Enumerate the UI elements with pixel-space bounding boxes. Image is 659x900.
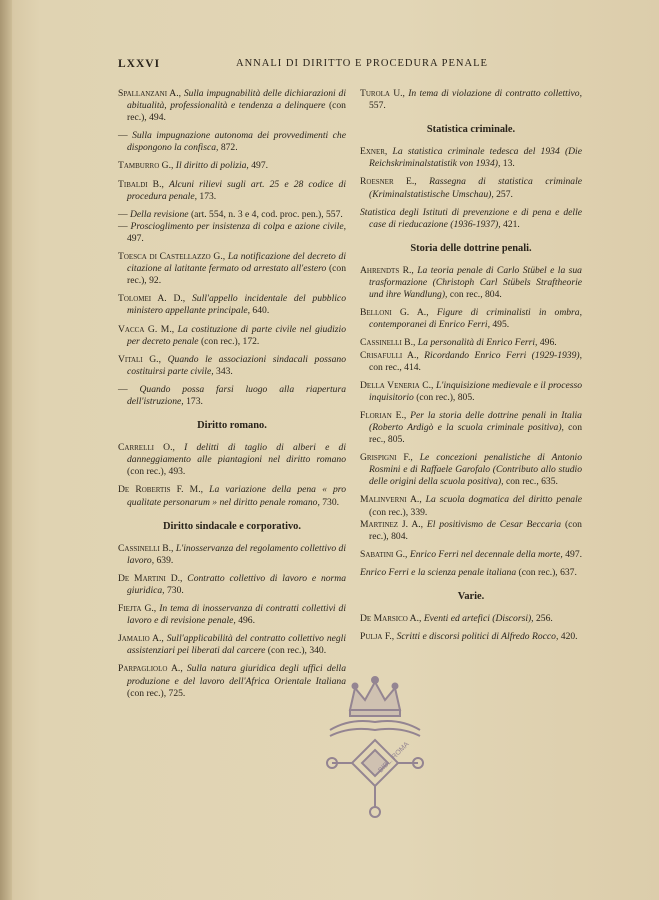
entry-title: Per la storia delle dottrine penali in Italia (Roberto Ardigò e la scuola criminale positiva), bbox=[369, 409, 582, 433]
entry-reference: 421. bbox=[503, 218, 520, 230]
entry-title: La statistica criminale tedesca del 1934 (Die Reichskriminalstatistik von 1934), bbox=[369, 146, 582, 170]
entry-dash: — bbox=[118, 383, 128, 395]
entry-reference: 496. bbox=[539, 337, 557, 349]
entry-title: La notificazione del decreto di citazione al latitante fermato od arrestato all'estero bbox=[127, 251, 346, 275]
index-subentry bbox=[118, 130, 346, 154]
index-entry bbox=[360, 307, 582, 331]
index-subentry bbox=[118, 209, 346, 221]
index-entry bbox=[118, 573, 346, 597]
entry-author: Crisafulli A., bbox=[360, 349, 419, 361]
entry-reference: 343. bbox=[216, 365, 233, 377]
index-entry bbox=[360, 146, 582, 170]
entry-reference: 639. bbox=[156, 554, 174, 566]
entry-reference: (art. 554, n. 3 e 4, cod. proc. pen.), 557. bbox=[190, 208, 343, 220]
entry-reference: 557. bbox=[369, 100, 386, 112]
entry-author: Malinverni A., bbox=[360, 494, 422, 506]
entry-title: Proscioglimento per insistenza di colpa e azione civile, bbox=[130, 220, 346, 232]
index-entry bbox=[118, 543, 346, 567]
entry-reference: 495. bbox=[492, 319, 510, 331]
index-entry bbox=[360, 613, 582, 625]
entry-reference: (con rec.), 637. bbox=[518, 566, 577, 578]
right-column bbox=[360, 88, 582, 649]
entry-reference: (con rec.), 339. bbox=[369, 506, 428, 518]
entry-reference: 497. bbox=[127, 232, 144, 244]
entry-author: Florian E., bbox=[360, 409, 407, 421]
entry-title: Sull'appello incidentale del pubblico ministero appellante principale, bbox=[127, 293, 346, 317]
entry-author: Parpagliolo A., bbox=[118, 663, 183, 675]
entry-title: L'inosservanza del regolamento collettivo di lavoro, bbox=[127, 542, 346, 566]
index-entry bbox=[360, 265, 582, 301]
entry-title: I delitti di taglio di alberi e di danneggiamento alle piantagioni nel diritto romano bbox=[127, 442, 346, 466]
page-number: LXXVI bbox=[118, 58, 161, 70]
index-entry bbox=[360, 350, 582, 374]
index-entry bbox=[360, 567, 582, 579]
entry-author: Sabatini G., bbox=[360, 548, 408, 560]
entry-author: Martinez J. A., bbox=[360, 518, 424, 530]
entry-reference: 496. bbox=[238, 615, 255, 627]
entry-author: Toesca di Castellazzo G., bbox=[118, 251, 226, 263]
entry-author: Cassinelli B., bbox=[118, 542, 174, 554]
entry-author: Spallanzani A., bbox=[118, 88, 182, 99]
entry-title: Quando possa farsi luogo alla riapertura dell'istruzione, bbox=[127, 383, 346, 407]
entry-title: In tema di inosservanza di contratti collettivi di lavoro e di revisione penale, bbox=[127, 603, 346, 627]
running-title: ANNALI DI DIRITTO E PROCEDURA PENALE bbox=[236, 58, 488, 69]
index-entry bbox=[360, 410, 582, 446]
index-entry bbox=[118, 603, 346, 627]
entry-reference: (con rec.), 493. bbox=[127, 466, 186, 478]
entry-dash: — bbox=[118, 130, 128, 142]
entry-title: Della revisione bbox=[130, 208, 189, 220]
entry-reference: 730. bbox=[166, 585, 184, 596]
entry-title: La teoria penale di Carlo Stübel e la sua trasformazione (Christoph Carl Stübels Straftheorie und ihre Wandlung), bbox=[369, 264, 582, 301]
entry-reference: (con rec.), 804. bbox=[369, 518, 582, 542]
entry-title: L'inquisizione medievale e il processo inquisitorio bbox=[369, 379, 582, 403]
entry-title: Figure di criminalisti in ombra, contemporanei di Enrico Ferri, bbox=[369, 307, 582, 331]
index-entry bbox=[360, 380, 582, 404]
entry-reference: con rec., 635. bbox=[505, 476, 558, 488]
entry-author: Tolomei A. D., bbox=[118, 293, 186, 305]
section-heading: Diritto sindacale e corporativo. bbox=[163, 520, 301, 532]
entry-title: Quando le associazioni sindacali possano costituirsi parte civile, bbox=[127, 353, 346, 377]
entry-reference: 173. bbox=[186, 395, 203, 407]
entry-author: Fiejta G., bbox=[118, 603, 157, 615]
entry-author: De Martini D., bbox=[118, 572, 183, 584]
entry-reference: (con rec.), 340. bbox=[267, 645, 327, 657]
entry-reference: 872. bbox=[220, 142, 238, 154]
left-column bbox=[118, 88, 346, 706]
index-entry bbox=[360, 176, 582, 200]
entry-title: Sulla impugnazione autonoma dei provvedimenti che dispongono la confisca, bbox=[127, 130, 346, 154]
entry-title: Statistica degli Istituti di prevenzione e di pena e delle case di rieducazione (1936-1937), bbox=[360, 206, 582, 230]
entry-dash: — bbox=[118, 220, 128, 232]
index-subentry bbox=[118, 221, 346, 245]
index-entry bbox=[360, 337, 582, 349]
entry-author: Cassinelli B., bbox=[360, 337, 416, 349]
entry-reference: con rec., 805. bbox=[369, 421, 582, 446]
library-stamp-icon bbox=[320, 670, 430, 820]
entry-author: Turola U., bbox=[360, 88, 405, 99]
entry-author: Jamalio A., bbox=[118, 633, 164, 645]
index-entry bbox=[118, 179, 346, 203]
index-entry bbox=[360, 88, 582, 112]
entry-title: Rassegna di statistica criminale (Kriminalstatistische Umschau), bbox=[369, 176, 582, 200]
index-entry bbox=[360, 549, 582, 561]
stamp-text: BIBL. ROMA bbox=[377, 740, 411, 775]
entry-title: Eventi ed artefici (Discorsi), bbox=[423, 613, 534, 625]
entry-reference: (con rec.), 92. bbox=[127, 263, 346, 287]
entry-reference: (con rec.), 805. bbox=[416, 391, 475, 403]
entry-author: Vitali G., bbox=[118, 353, 161, 365]
entry-title: Alcuni rilievi sugli art. 25 e 28 codice di procedura penale, bbox=[127, 178, 346, 202]
entry-author: Roesner E., bbox=[360, 176, 417, 188]
entry-reference: (con rec.), 172. bbox=[200, 335, 260, 347]
entry-author: Vacca G. M., bbox=[118, 323, 175, 335]
index-entry bbox=[118, 663, 346, 699]
entry-reference: 420. bbox=[560, 631, 578, 643]
entry-title: Sulla natura giuridica degli uffici della produzione e del lavoro dell'Africa Orientale Italiana bbox=[127, 663, 347, 687]
entry-author: Ahrendts R., bbox=[360, 264, 414, 276]
entry-author: Pulja F., bbox=[360, 631, 395, 643]
entry-reference: con rec., 804. bbox=[449, 289, 502, 301]
entry-reference: (con rec.), 725. bbox=[127, 687, 186, 699]
entry-title: Il diritto di polizia, bbox=[175, 160, 249, 172]
entry-dash: — bbox=[118, 208, 128, 220]
section-heading: Storia delle dottrine penali. bbox=[410, 242, 532, 254]
entry-reference: 640. bbox=[252, 305, 270, 317]
entry-author: Grispigni F., bbox=[360, 452, 413, 464]
index-entry bbox=[118, 324, 346, 348]
index-entry bbox=[118, 633, 346, 657]
entry-author: Della Veneria C., bbox=[360, 379, 434, 391]
entry-reference: (con rec.), 494. bbox=[127, 100, 346, 124]
entry-title: La variazione della pena « pro qualitate personarum » nel diritto penale romano, bbox=[127, 484, 346, 508]
index-subentry bbox=[118, 384, 346, 408]
entry-title: Enrico Ferri nel decennale della morte, bbox=[409, 548, 563, 560]
entry-title: Sulla impugnabilità delle dichiarazioni di abitualità, professionalità e tendenza a delinquere bbox=[127, 88, 346, 112]
entry-author: Belloni G. A., bbox=[360, 307, 429, 319]
entry-reference: 13. bbox=[502, 158, 515, 170]
book-spine-shadow bbox=[0, 0, 12, 900]
index-entry bbox=[360, 519, 582, 543]
entry-title: Scritti e discorsi politici di Alfredo Rocco, bbox=[396, 631, 559, 643]
section-heading: Diritto romano. bbox=[197, 420, 267, 432]
index-entry bbox=[360, 452, 582, 488]
entry-reference: 257. bbox=[496, 188, 513, 200]
entry-reference: 730. bbox=[322, 496, 340, 508]
entry-author: Tamburro G., bbox=[118, 160, 174, 172]
index-entry bbox=[118, 354, 346, 378]
entry-reference: 173. bbox=[199, 190, 217, 202]
entry-reference: 497. bbox=[565, 548, 583, 560]
entry-author: De Robertis F. M., bbox=[118, 484, 204, 496]
entry-title: Ricordando Enrico Ferri (1929-1939), bbox=[424, 349, 582, 361]
entry-title: Enrico Ferri e la scienza penale italiana bbox=[360, 566, 517, 578]
index-entry bbox=[118, 484, 346, 508]
section-heading: Statistica criminale. bbox=[426, 124, 516, 136]
entry-reference: con rec., 414. bbox=[369, 361, 421, 373]
index-entry bbox=[360, 494, 582, 518]
entry-title: La personalità di Enrico Ferri, bbox=[417, 337, 538, 349]
entry-reference: 256. bbox=[536, 613, 553, 625]
index-entry bbox=[360, 207, 582, 231]
entry-title: Contratto collettivo di lavoro e norma giuridica, bbox=[127, 572, 346, 596]
index-entry bbox=[118, 293, 346, 317]
entry-title: La scuola dogmatica del diritto penale bbox=[425, 494, 582, 506]
index-entry bbox=[118, 251, 346, 287]
entry-title: El positivismo de Cesar Beccaria bbox=[426, 518, 562, 530]
entry-author: Tibaldi B., bbox=[118, 178, 164, 190]
index-entry bbox=[118, 442, 346, 478]
entry-author: De Marsico A., bbox=[360, 613, 422, 625]
index-entry bbox=[118, 160, 346, 172]
index-entry bbox=[118, 88, 346, 124]
entry-title: In tema di violazione di contratto collettivo, bbox=[408, 88, 582, 99]
entry-title: Sull'applicabilità del contratto collettivo negli assistenziari pei liberati dal carcere bbox=[127, 633, 346, 657]
entry-title: Le concezioni penalistiche di Antonio Rosmini e di Raffaele Garofalo (Contributo allo studio delle origini della scuola positiva), bbox=[369, 452, 582, 488]
entry-author: Exner, bbox=[360, 146, 388, 158]
section-heading: Varie. bbox=[457, 591, 485, 602]
entry-reference: 497. bbox=[251, 160, 269, 172]
entry-author: Carrelli O., bbox=[118, 442, 175, 454]
entry-title: La costituzione di parte civile nel giudizio per decreto penale bbox=[127, 323, 347, 347]
index-entry bbox=[360, 631, 582, 643]
